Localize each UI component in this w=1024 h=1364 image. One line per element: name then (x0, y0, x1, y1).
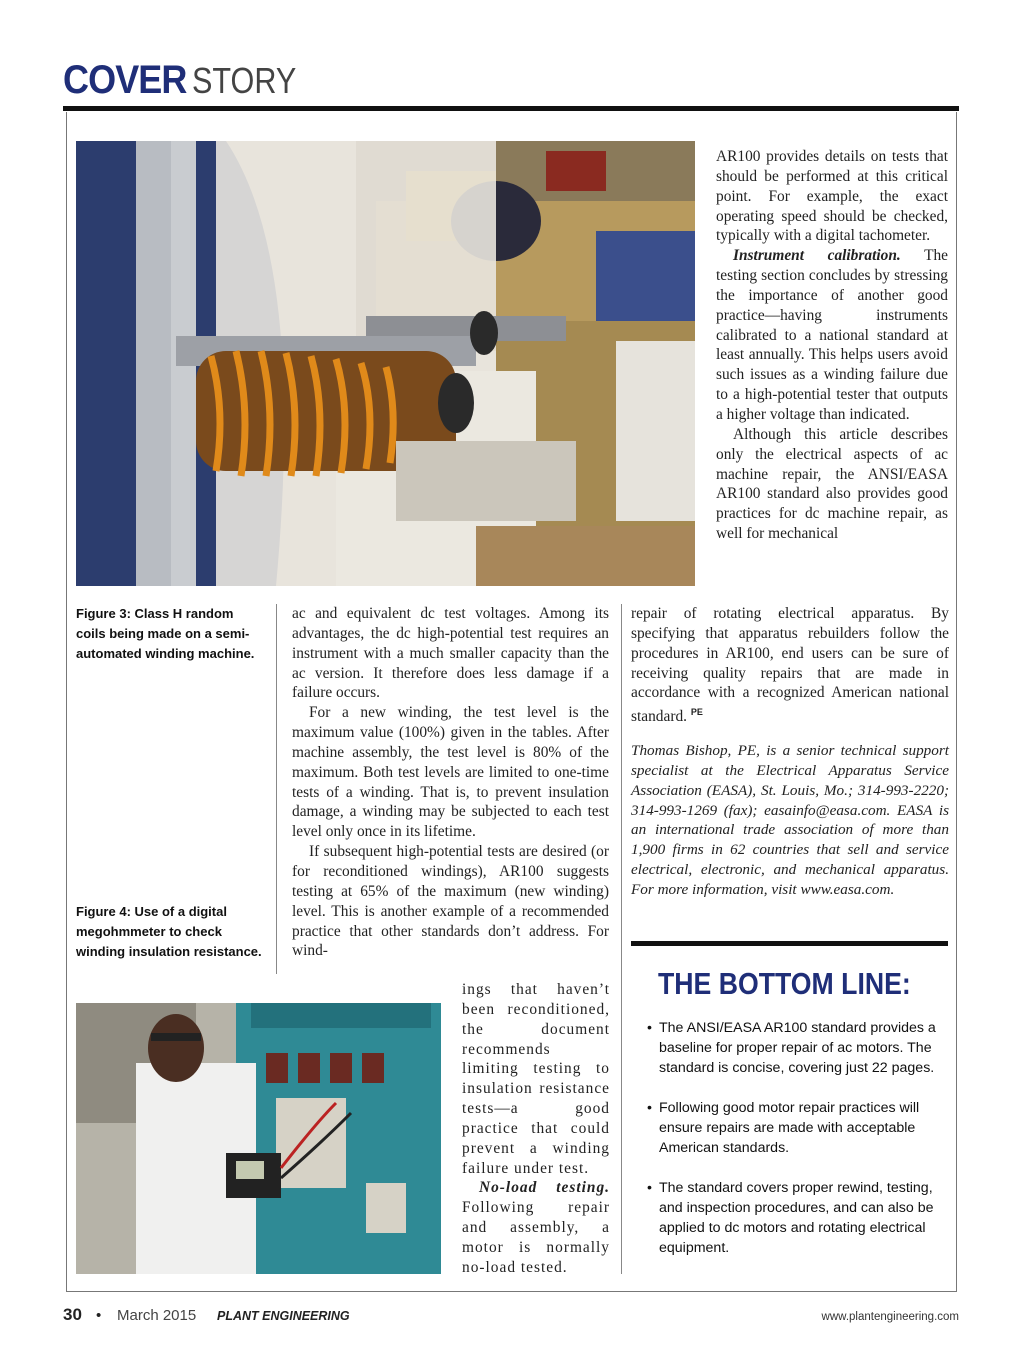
paragraph-no-load (462, 1178, 610, 1277)
right-column-continued (631, 604, 949, 727)
runin-no-load: No-load testing. (479, 1179, 610, 1197)
section-masthead (63, 58, 315, 104)
page-number: 30 (63, 1305, 82, 1324)
column-rule-right (621, 604, 622, 1274)
bottom-line-title: THE BOTTOM LINE: (658, 966, 911, 1001)
paragraph-repair (631, 604, 949, 727)
calibration-text: The testing section concludes by stressing the importance of another good practice—having instruments calibrated to a national standard at least annually. This helps users avoid such issues as a winding failure due to a high-potential tester that outputs a higher voltage than indicated. (716, 247, 948, 423)
repair-text: repair of rotating electrical apparatus. By specifying that apparatus rebuilders follow the procedures in AR100, end users can be sure of receiving quality repairs that are made in accordance with a recognized American national standard. (631, 605, 949, 726)
paragraph-new-winding: For a new winding, the test level is the maximum value (100%) given in the tables. After machine assembly, the test level is 80% of the maximum. Both test levels are limited to one-time tests of a winding. That is, to prevent insulation damage, a winding may be subjected to each test level only once in its lifetime. (292, 704, 609, 841)
bottom-line-item: • The ANSI/EASA AR100 standard provides a baseline for proper repair of ac motors. The standard is concise, covering just 22 pages. (645, 1018, 951, 1078)
website-url: www.plantengineering.com (821, 1311, 959, 1323)
figure-3-photo (76, 141, 695, 586)
end-mark: PE (690, 707, 703, 718)
paragraph-calibration (716, 246, 948, 425)
right-column-top (716, 147, 948, 544)
figure-4-photo (76, 1003, 441, 1274)
column-rule-left (276, 604, 277, 974)
bottom-line-rule (631, 941, 948, 946)
paragraph-although: Although this article describes only the electrical aspects of ac machine repair, the ANSI/EASA AR100 standard also provides good practices for dc machine repair, as well for mechanical (716, 425, 948, 543)
masthead-cover: COVER (63, 58, 187, 102)
narrow-column (462, 980, 610, 1278)
paragraph-tests: AR100 provides details on tests that should be performed at this critical point. For example, the exact operating speed should be checked, typically with a digital tachometer. (716, 148, 948, 245)
bottom-line-item: • Following good motor repair practices will ensure repairs are made with acceptable American standards. (645, 1098, 951, 1158)
figure-3-caption: Figure 3: Class H random coils being made on a semi-automated winding machine. (76, 606, 255, 661)
runin-calibration: Instrument calibration. (733, 247, 901, 265)
paragraph-dc-test: ac and equivalent dc test voltages. Among its advantages, the dc high-potential test requires an instrument with a much smaller capacity than the ac version. It therefore does less damage if a failure occurs. (292, 605, 609, 702)
paragraph-reconditioned: ings that haven’t been reconditioned, the document recommends limiting testing to insulation resistance tests—a good practice that could prevent a winding failure under test. (462, 981, 610, 1177)
bottom-line-item: • The standard covers proper rewind, testing, and inspection procedures, and can also be applied to dc motors and rotating electrical equipment. (645, 1178, 951, 1258)
figure-4-caption: Figure 4: Use of a digital megohmmeter to check winding insulation resistance. (76, 904, 262, 959)
paragraph-subsequent: If subsequent high-potential tests are desired (or for reconditioned windings), AR100 suggests testing at 65% of the maximum (new winding) level. This is another example of a recommended practice that other standards don’t address. For wind- (292, 843, 609, 960)
bottom-line-list (645, 1018, 951, 1278)
issue-date: March 2015 (117, 1307, 197, 1324)
top-rule (63, 106, 959, 111)
publication-name: PLANT ENGINEERING (217, 1309, 350, 1323)
middle-column (292, 604, 609, 961)
footer-separator: • (96, 1307, 102, 1324)
no-load-text: Following repair and assembly, a motor is normally no-load tested. (462, 1199, 610, 1276)
author-bio: Thomas Bishop, PE, is a senior technical support specialist at the Electrical Apparatus Service Association (EASA), St. Louis, Mo.; 314-993-2220; 314-993-1269 (fax); easainfo@easa.com. EASA is an international trade association of more than 1,900 firms in 62 countries that sell and service electrical, electronic, and mechanical apparatus. For more information, visit www.easa.com. (631, 742, 949, 898)
masthead-story: STORY (192, 60, 297, 101)
